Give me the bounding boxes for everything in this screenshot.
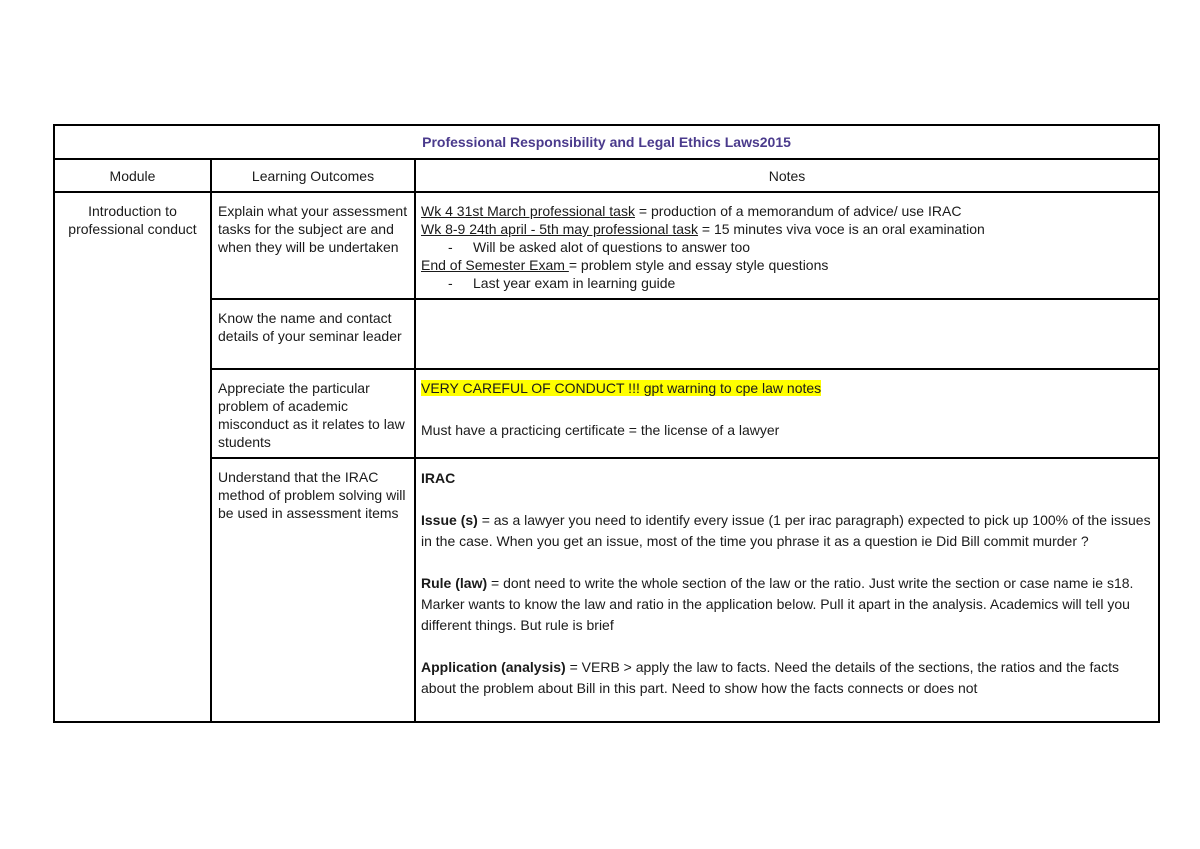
learning-outcome: Know the name and contact details of your seminar leader	[211, 299, 415, 369]
irac-heading: IRAC	[421, 470, 456, 486]
header-learning-outcomes: Learning Outcomes	[211, 159, 415, 192]
irac-application: Application (analysis) = VERB > apply the law to facts. Need the details of the sections, the ratios and the facts about the problem about Bill in this part. Need to show how the facts connects or does not	[421, 659, 1120, 696]
learning-outcome: Explain what your assessment tasks for the subject are and when they will be undertaken	[211, 192, 415, 299]
table-row	[54, 458, 1159, 722]
module-name: Introduction to professional conduct	[54, 192, 211, 722]
note-line: Wk 8-9 24th april - 5th may professional task = 15 minutes viva voce is an oral examination	[421, 221, 985, 237]
notes-cell	[415, 458, 1159, 722]
irac-issue: Issue (s) = as a lawyer you need to identify every issue (1 per irac paragraph) expected to pick up 100% of the issues in the case. When you get an issue, most of the time you phrase it as a question ie Did Bill commit murder ?	[421, 512, 1151, 549]
document-title: Professional Responsibility and Legal Ethics Laws2015	[54, 125, 1159, 159]
learning-outcome: Understand that the IRAC method of problem solving will be used in assessment items	[211, 458, 415, 722]
notes-cell	[415, 192, 1159, 299]
header-module: Module	[54, 159, 211, 192]
notes-cell	[415, 299, 1159, 369]
header-notes: Notes	[415, 159, 1159, 192]
table-row	[54, 192, 1159, 299]
note-line: Must have a practicing certificate = the license of a lawyer	[421, 422, 780, 438]
learning-outcome: Appreciate the particular problem of academic misconduct as it relates to law students	[211, 369, 415, 458]
table-row	[54, 299, 1159, 369]
notes-table	[53, 124, 1160, 723]
note-line: End of Semester Exam = problem style and essay style questions	[421, 257, 829, 273]
note-line: Wk 4 31st March professional task = production of a memorandum of advice/ use IRAC	[421, 203, 962, 219]
irac-rule: Rule (law) = dont need to write the whole section of the law or the ratio. Just write the section or case name ie s18. Marker wants to know the law and ratio in the application below. Pull it apart in the analysis. Academics will tell you different things. But rule is brief	[421, 575, 1134, 633]
table-row	[54, 369, 1159, 458]
note-bullet: - Last year exam in learning guide	[448, 275, 676, 291]
note-bullet: - Will be asked alot of questions to answer too	[448, 239, 751, 255]
notes-cell	[415, 369, 1159, 458]
highlighted-warning: VERY CAREFUL OF CONDUCT !!! gpt warning to cpe law notes	[421, 380, 822, 396]
